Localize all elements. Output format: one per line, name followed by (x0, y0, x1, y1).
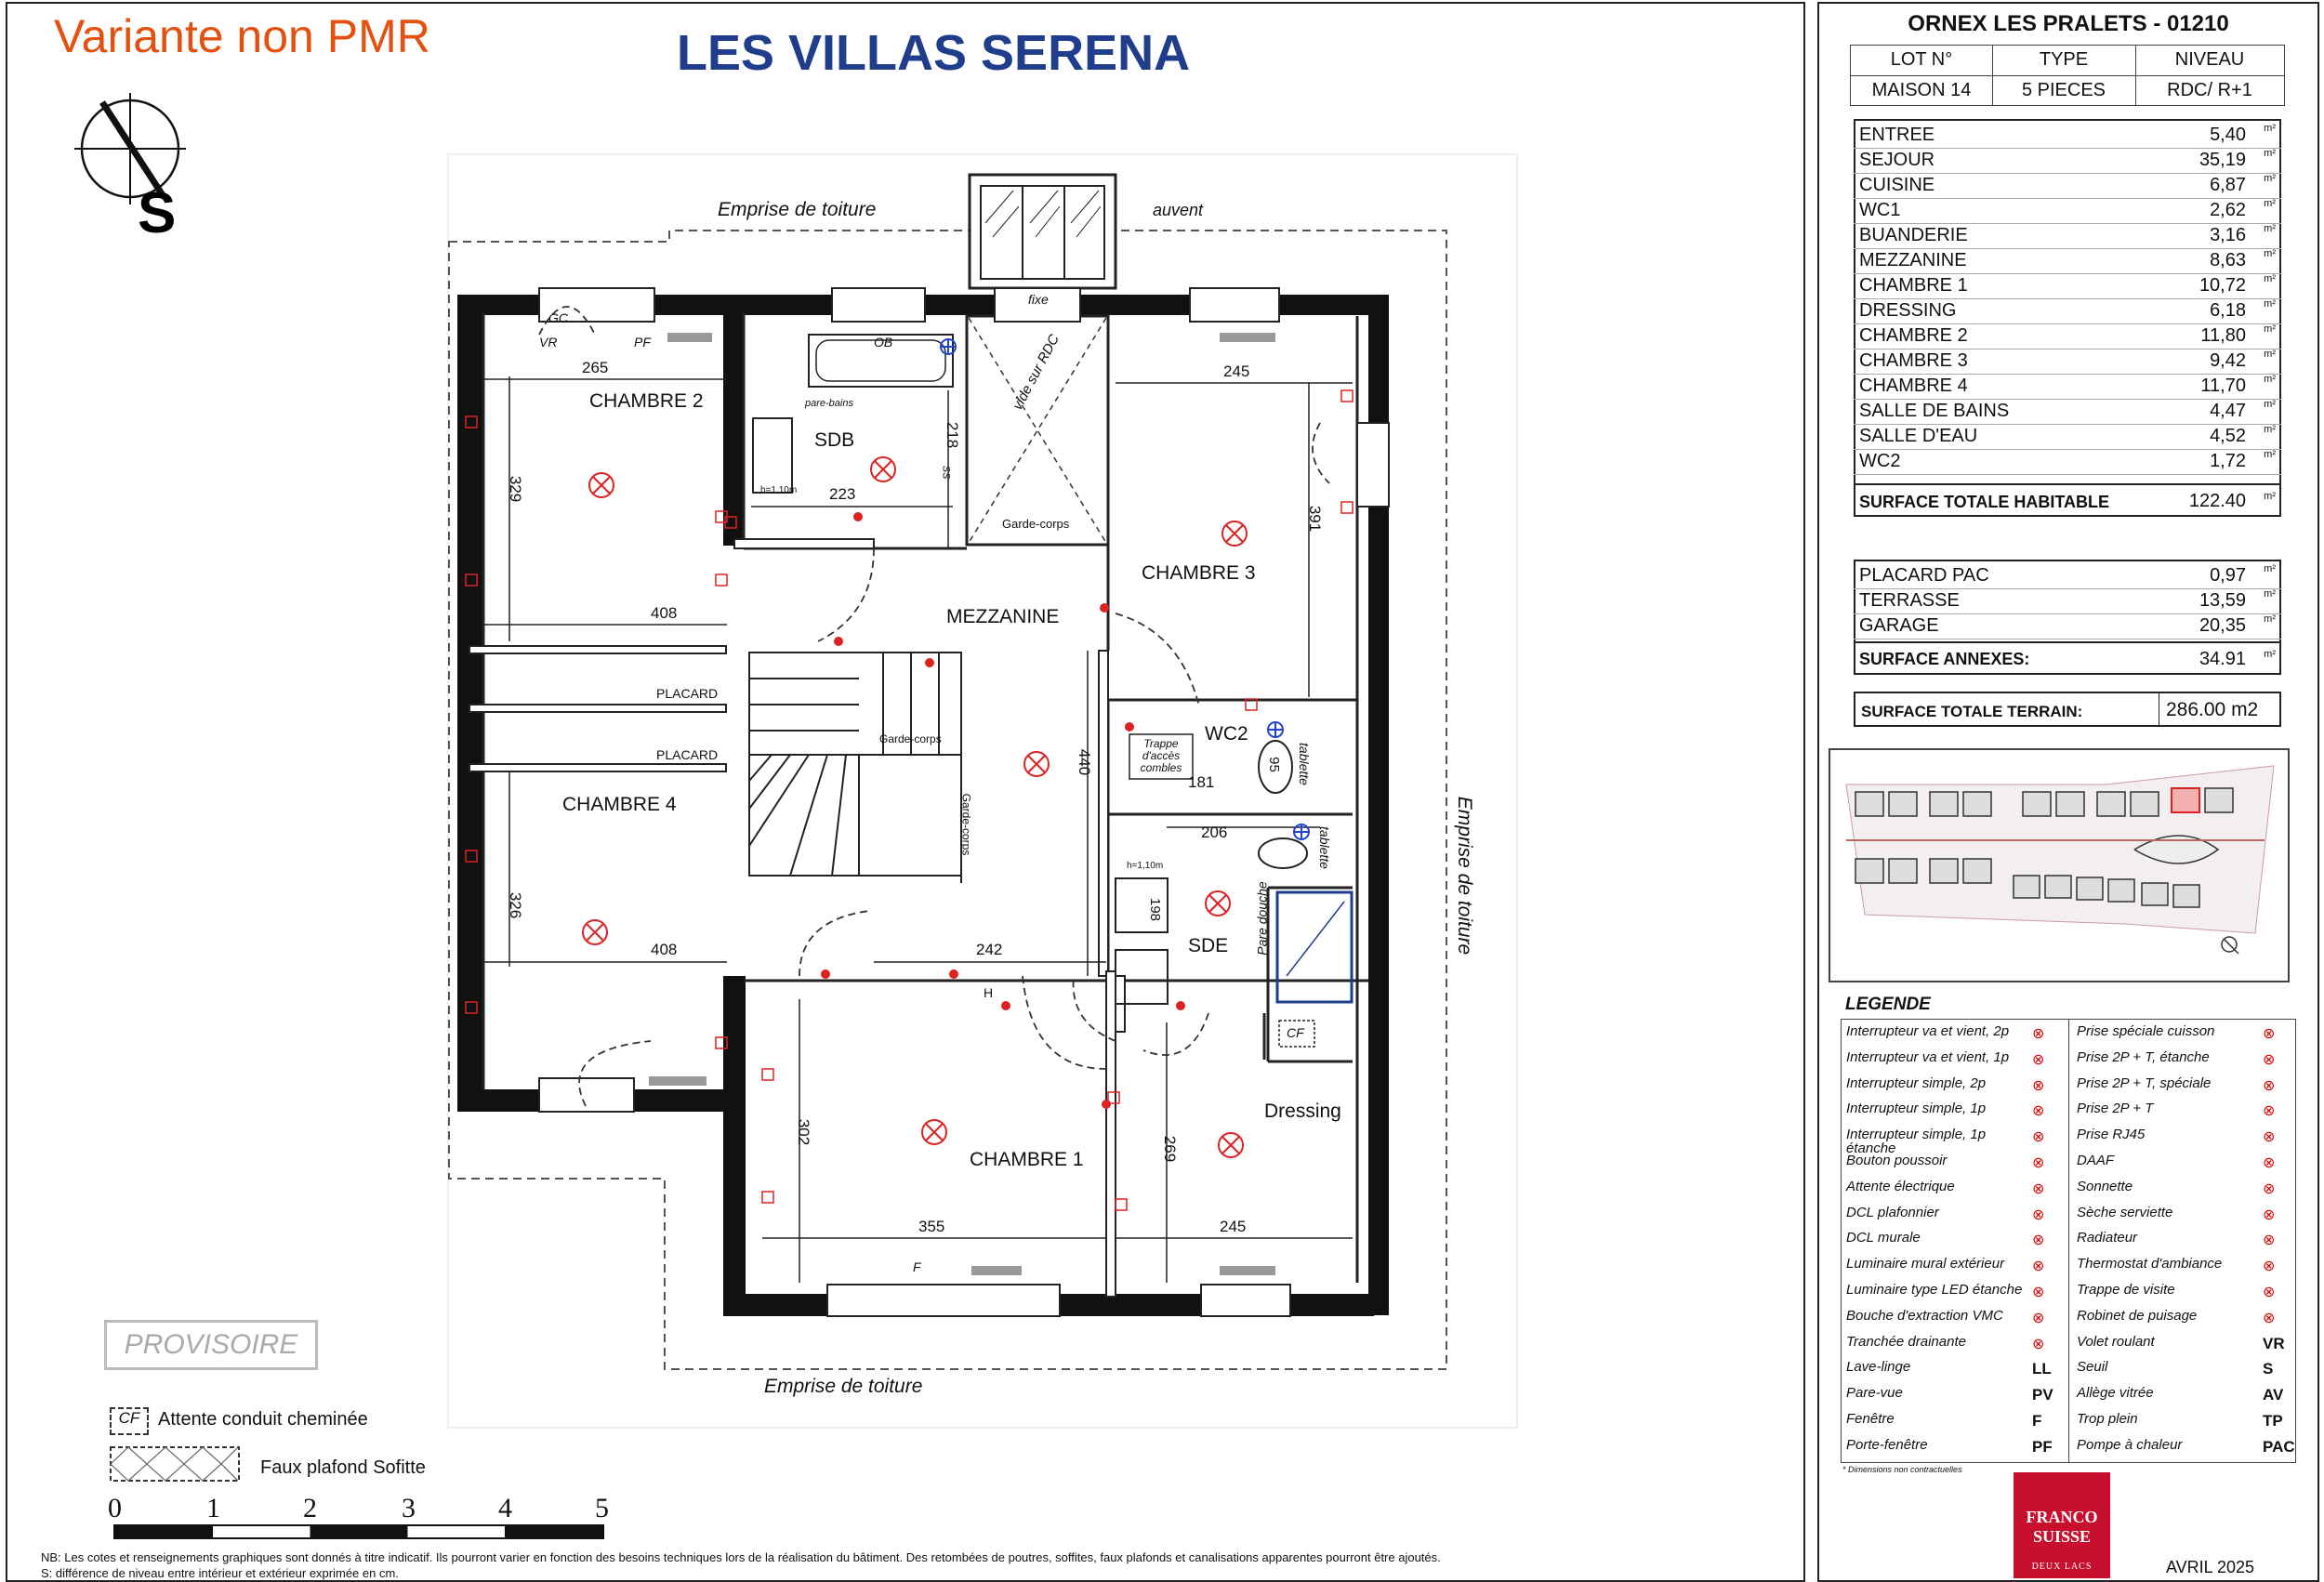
dim-391: 391 (1306, 505, 1325, 533)
trappe-label: Trappe d'accès combles (1140, 737, 1182, 774)
legend-item-label: Fenêtre (1846, 1411, 1895, 1427)
scale-3: 3 (402, 1493, 416, 1523)
scale-0: 0 (108, 1493, 122, 1523)
note-1: NB: Les cotes et renseignements graphiques sont donnés à titre indicatif. Ils pourront varier en fonction des besoins techniques lors de la réalisation du bâtiment. Des retombées de poutres, soffites, faux plafonds et canalisations apparentes pourront être ajoutés. (41, 1550, 1441, 1564)
wall-light-icon: ⊗ (2032, 1233, 2045, 1249)
surface-room-area: 8,63 (2210, 250, 2246, 270)
surface-room-name: CHAMBRE 1 (1859, 275, 1968, 296)
surface-row (1854, 148, 2281, 174)
surface-unit: m² (2264, 248, 2276, 259)
height-label-1: h=1,10m (760, 485, 798, 495)
legend-code: F (2032, 1412, 2042, 1430)
surface-unit: m² (2264, 323, 2276, 335)
dim-198: 198 (1147, 897, 1164, 922)
surface-unit: m² (2264, 198, 2276, 209)
dim-245-bottom: 245 (1220, 1218, 1247, 1235)
surface-row (1854, 424, 2281, 450)
auvent (970, 175, 1116, 288)
auvent-label: auvent (1153, 201, 1204, 219)
rj45-icon: ⊗ (2263, 1129, 2276, 1146)
dim-408-top: 408 (651, 604, 678, 622)
pare-bains-label: pare-bains (805, 398, 853, 409)
legend-item-label: Thermostat d'ambiance (2077, 1256, 2223, 1272)
legend-item-label: Volet roulant (2077, 1333, 2155, 1350)
surface-unit: m² (2264, 588, 2276, 600)
dim-440: 440 (1076, 748, 1094, 776)
switch-waterproof-icon: ⊗ (2032, 1129, 2045, 1146)
legend-item-label: Luminaire mural extérieur (1846, 1256, 2005, 1272)
surface-unit: m² (2264, 298, 2276, 310)
socket-icon: ⊗ (2263, 1103, 2276, 1120)
outdoor-light-icon: ⊗ (2032, 1259, 2045, 1275)
code-pf: PF (634, 335, 651, 349)
shower (1277, 892, 1352, 1002)
dim-355: 355 (918, 1218, 945, 1235)
garde-corps-label-2: Garde-corps (879, 732, 942, 745)
surface-row (1854, 323, 2281, 349)
tap-icon: ⊗ (2263, 1310, 2276, 1326)
niveau-header: NIVEAU (2174, 49, 2245, 70)
legend-item-label: DCL murale (1846, 1230, 1921, 1246)
surface-total-row (1854, 483, 2281, 517)
legend-code: AV (2263, 1386, 2284, 1404)
tablette-label-2: tablette (1316, 826, 1332, 869)
switch-2way-2p-icon: ⊗ (2032, 1026, 2045, 1042)
surface-room-area: 10,72 (2199, 275, 2246, 296)
dim-408-bottom: 408 (651, 941, 678, 958)
surface-room-name: CHAMBRE 4 (1859, 376, 1968, 396)
legend-item-label: Attente électrique (1846, 1178, 1955, 1194)
legend-item-label: Bouche d'extraction VMC (1846, 1307, 2003, 1324)
surface-row (1854, 123, 2281, 149)
legend-code: LL (2032, 1360, 2052, 1378)
annex-area: 20,35 (2199, 615, 2246, 636)
garde-corps-label-3: Garde-corps (959, 793, 973, 856)
staircase (749, 653, 961, 883)
switch-simple-2p-icon: ⊗ (2032, 1077, 2045, 1094)
titleblock-grid (1850, 45, 2285, 106)
socket-special-icon: ⊗ (2263, 1077, 2276, 1094)
towel-dryer-icon: ⊗ (2263, 1206, 2276, 1223)
code-vr: VR (539, 335, 558, 349)
legend-item-label: DAAF (2077, 1153, 2115, 1168)
dim-329: 329 (507, 475, 525, 503)
surface-room-name: SEJOUR (1859, 150, 1935, 170)
surface-row (1854, 374, 2281, 400)
legend-item-label: Robinet de puisage (2077, 1307, 2198, 1324)
legend-item-label: Porte-fenêtre (1846, 1436, 1928, 1453)
doorbell-icon: ⊗ (2263, 1180, 2276, 1197)
legend-item-label: Sonnette (2077, 1178, 2133, 1194)
dim-206: 206 (1201, 824, 1228, 841)
legend-code: PF (2032, 1437, 2053, 1456)
surface-room-area: 6,18 (2210, 300, 2246, 321)
surface-room-area: 35,19 (2199, 150, 2246, 170)
type-value: 5 PIECES (2021, 80, 2106, 100)
legend-code: S (2263, 1360, 2274, 1378)
scale-bar (113, 1524, 604, 1539)
annex-name: TERRASSE (1859, 590, 1960, 611)
cooking-socket-icon: ⊗ (2263, 1026, 2276, 1042)
smoke-detector-icon: ⊗ (2263, 1155, 2276, 1171)
scale-4: 4 (498, 1493, 512, 1523)
note-2: S: différence de niveau entre intérieur et extérieur exprimée en cm. (41, 1566, 399, 1580)
legend-item-label: Trop plein (2077, 1411, 2138, 1427)
surface-row (1854, 399, 2281, 425)
project-title: LES VILLAS SERENA (677, 25, 1191, 81)
room-dressing: Dressing (1264, 1101, 1341, 1122)
cheminee-symbol: CF (110, 1407, 149, 1435)
legend-item-label: Trappe de visite (2077, 1282, 2175, 1298)
legend-item-label: Tranchée drainante (1846, 1333, 1966, 1350)
annex-row (1854, 613, 2281, 639)
date-label: AVRIL 2025 (2166, 1558, 2255, 1576)
surface-room-name: SALLE DE BAINS (1859, 401, 2010, 421)
pare-douche-label: Pare douche (1254, 881, 1270, 956)
push-button-icon: ⊗ (2032, 1155, 2045, 1171)
code-gc: GC (548, 310, 568, 325)
surface-room-name: SALLE D'EAU (1859, 426, 1978, 446)
legend-title: LEGENDE (1845, 995, 1931, 1014)
surface-room-area: 11,80 (2200, 325, 2246, 346)
roof-label-top: Emprise de toiture (718, 199, 877, 220)
legend-item-label: Interrupteur va et vient, 2p (1846, 1023, 2010, 1039)
surface-room-name: CUISINE (1859, 175, 1935, 195)
legend-item-label: Interrupteur va et vient, 1p (1846, 1048, 2010, 1065)
led-light-icon: ⊗ (2032, 1285, 2045, 1300)
legend-code: VR (2263, 1334, 2285, 1352)
surface-room-name: MEZZANINE (1859, 250, 1967, 270)
dim-242: 242 (976, 941, 1003, 958)
terrain-box (1854, 692, 2281, 727)
vmc-icon: ⊗ (2032, 1310, 2045, 1326)
titleblock-title: ORNEX LES PRALETS - 01210 (1908, 11, 2229, 36)
surface-room-name: WC1 (1859, 200, 1901, 220)
dim-265: 265 (582, 359, 609, 376)
scale-1: 1 (206, 1493, 220, 1523)
surface-room-name: DRESSING (1859, 300, 1957, 321)
legend-item-label: Prise RJ45 (2077, 1127, 2146, 1143)
surface-room-area: 4,52 (2210, 426, 2246, 446)
thermostat-icon: ⊗ (2263, 1259, 2276, 1275)
annex-name: PLACARD PAC (1859, 565, 1989, 586)
legend-item-label: Luminaire type LED étanche (1846, 1282, 2023, 1298)
height-label-2: h=1,10m (1127, 861, 1164, 871)
surface-unit: m² (2264, 449, 2276, 460)
legend-item-label: Interrupteur simple, 1p étanche (1846, 1127, 1987, 1157)
lot-highlight (2172, 788, 2199, 812)
lot-value: MAISON 14 (1871, 80, 1972, 100)
surface-total-unit: m² (2264, 491, 2276, 502)
dim-269: 269 (1161, 1135, 1180, 1163)
annexes-total-row (1854, 641, 2281, 675)
surface-row (1854, 449, 2281, 475)
surface-room-area: 1,72 (2210, 451, 2246, 471)
legend-code: PAC (2263, 1437, 2295, 1456)
dim-245-top: 245 (1223, 363, 1250, 380)
surface-row (1854, 273, 2281, 299)
cheminee-label: Attente conduit cheminée (158, 1409, 368, 1430)
surface-room-area: 4,47 (2210, 401, 2246, 421)
brand-line-1: FRANCO (2026, 1508, 2098, 1526)
legend-item-label: DCL plafonnier (1846, 1204, 1939, 1220)
brand-logo (2014, 1472, 2110, 1578)
surface-row (1854, 173, 2281, 199)
room-wc2: WC2 (1205, 723, 1248, 745)
surface-room-area: 11,70 (2200, 376, 2246, 396)
electric-point-icon: ⊗ (2032, 1180, 2045, 1197)
room-chambre4: CHAMBRE 4 (562, 794, 677, 815)
room-sde: SDE (1188, 935, 1229, 956)
type-header: TYPE (2039, 49, 2089, 70)
annex-row (1854, 563, 2281, 589)
tablette-label-1: tablette (1296, 743, 1312, 785)
roof-label-bottom: Emprise de toiture (764, 1376, 923, 1397)
surface-unit: m² (2264, 349, 2276, 360)
lot-header: LOT N° (1890, 49, 1953, 70)
sofitte-symbol (110, 1446, 258, 1483)
dim-326: 326 (507, 891, 525, 919)
surface-row (1854, 223, 2281, 249)
sofitte-label: Faux plafond Sofitte (260, 1457, 426, 1478)
room-sdb: SDB (814, 429, 855, 451)
brand-line-3: DEUX LACS (2031, 1562, 2093, 1572)
scale-5: 5 (595, 1493, 609, 1523)
variant-label: Variante non PMR (54, 10, 430, 62)
garde-corps-label-1: Garde-corps (1002, 517, 1070, 531)
code-h: H (984, 985, 994, 1000)
code-ss: SS (940, 465, 952, 480)
code-f: F (913, 1259, 921, 1274)
dim-181: 181 (1188, 773, 1215, 791)
surface-unit: m² (2264, 273, 2276, 284)
dim-223: 223 (829, 485, 856, 503)
annex-name: GARAGE (1859, 615, 1939, 636)
surface-room-area: 3,16 (2210, 225, 2246, 245)
vmc-icons (941, 339, 1309, 839)
ceiling-light-icon: ⊗ (2032, 1206, 2045, 1223)
legend-item-label: Bouton poussoir (1846, 1153, 1948, 1168)
room-mezzanine: MEZZANINE (946, 606, 1060, 627)
placard-label-1: PLACARD (656, 686, 719, 701)
brand-line-2: SUISSE (2032, 1527, 2092, 1546)
legend-item-label: Prise spéciale cuisson (2077, 1023, 2215, 1039)
legend-footnote: * Dimensions non contractuelles (1842, 1465, 1962, 1474)
surface-room-area: 2,62 (2210, 200, 2246, 220)
legend-item-label: Lave-linge (1846, 1359, 1911, 1376)
annexes-total-value: 34.91 (2199, 649, 2246, 669)
surface-room-name: ENTREE (1859, 125, 1935, 145)
code-ob: OB (874, 335, 893, 349)
room-chambre2: CHAMBRE 2 (589, 390, 704, 412)
annexes-total-label: SURFACE ANNEXES: (1859, 650, 2030, 668)
surface-row (1854, 349, 2281, 375)
surface-room-name: CHAMBRE 3 (1859, 350, 1968, 371)
legend-item-label: Radiateur (2077, 1230, 2138, 1246)
switch-icons (821, 512, 1185, 1109)
provisoire-stamp: PROVISOIRE (104, 1320, 318, 1370)
drain-icon: ⊗ (2032, 1336, 2045, 1352)
surface-room-area: 6,87 (2210, 175, 2246, 195)
annex-row (1854, 588, 2281, 614)
switch-2way-1p-icon: ⊗ (2032, 1051, 2045, 1068)
cf-label: CF (1287, 1025, 1304, 1040)
surface-room-name: BUANDERIE (1859, 225, 1968, 245)
niveau-value: RDC/ R+1 (2167, 80, 2252, 100)
socket-waterproof-icon: ⊗ (2263, 1051, 2276, 1068)
radiator-icon: ⊗ (2263, 1233, 2276, 1249)
surface-room-name: CHAMBRE 2 (1859, 325, 1968, 346)
legend-item-label: Interrupteur simple, 1p (1846, 1101, 1987, 1117)
surface-total-label: SURFACE TOTALE HABITABLE (1859, 493, 2109, 511)
dim-302: 302 (795, 1118, 813, 1146)
annexes-total-unit: m² (2264, 649, 2276, 660)
legend-code: PV (2032, 1386, 2053, 1404)
surface-row (1854, 198, 2281, 224)
compass-letter: S (138, 181, 177, 242)
surface-room-name: WC2 (1859, 451, 1901, 471)
surface-unit: m² (2264, 173, 2276, 184)
surface-unit: m² (2264, 563, 2276, 574)
legend-item-label: Pompe à chaleur (2077, 1436, 2183, 1453)
surface-total-value: 122.40 (2188, 491, 2246, 511)
legend-code: TP (2263, 1412, 2283, 1430)
legend-item-label: Prise 2P + T, spéciale (2077, 1074, 2212, 1091)
legend-item-label: Pare-vue (1846, 1385, 1903, 1402)
legend-item-label: Interrupteur simple, 2p (1846, 1074, 1987, 1091)
legend-item-label: Allège vitrée (2077, 1385, 2154, 1402)
surface-unit: m² (2264, 148, 2276, 159)
annex-area: 13,59 (2199, 590, 2246, 611)
terrain-label: SURFACE TOTALE TERRAIN: (1861, 703, 2083, 720)
legend-item-label: Sèche serviette (2077, 1204, 2173, 1220)
vide-label: vide sur RDC (1010, 332, 1063, 413)
surface-unit: m² (2264, 223, 2276, 234)
terrain-value: 286.00 m2 (2166, 699, 2259, 720)
surface-row (1854, 248, 2281, 274)
surface-room-area: 9,42 (2210, 350, 2246, 371)
dim-218: 218 (944, 421, 962, 449)
surface-row (1854, 298, 2281, 324)
legend-item-label: Prise 2P + T (2077, 1101, 2154, 1117)
surface-unit: m² (2264, 424, 2276, 435)
surface-room-area: 5,40 (2210, 125, 2246, 145)
surface-unit: m² (2264, 123, 2276, 134)
dim-95: 95 (1265, 757, 1282, 772)
placard-label-2: PLACARD (656, 747, 719, 762)
surface-unit: m² (2264, 374, 2276, 385)
annex-area: 0,97 (2210, 565, 2246, 586)
fixe-label: fixe (1028, 292, 1049, 307)
scale-2: 2 (303, 1493, 317, 1523)
hatch-icon: ⊗ (2263, 1285, 2276, 1300)
surface-unit: m² (2264, 399, 2276, 410)
legend-item-label: Prise 2P + T, étanche (2077, 1048, 2210, 1065)
switch-simple-1p-icon: ⊗ (2032, 1103, 2045, 1120)
surface-unit: m² (2264, 613, 2276, 625)
room-chambre3: CHAMBRE 3 (1142, 562, 1256, 584)
roof-label-right: Emprise de toiture (1454, 796, 1476, 956)
room-chambre1: CHAMBRE 1 (970, 1149, 1084, 1170)
site-map (1828, 747, 2292, 989)
legend-item-label: Seuil (2077, 1359, 2108, 1376)
